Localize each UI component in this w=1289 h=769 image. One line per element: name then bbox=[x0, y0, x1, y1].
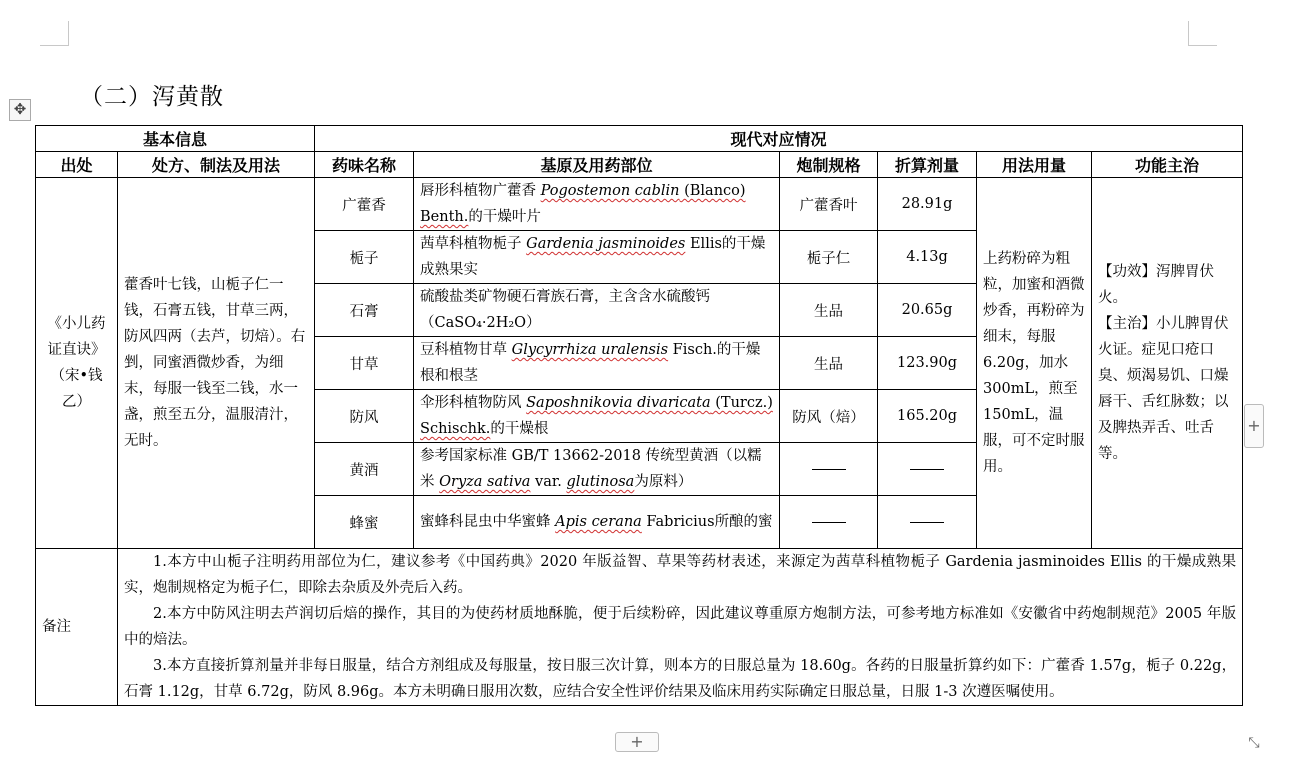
table-move-handle-icon[interactable]: ✥ bbox=[9, 99, 31, 121]
add-row-icon[interactable]: + bbox=[615, 732, 659, 752]
author-name: Ellis bbox=[685, 236, 722, 252]
latin-name: Saposhnikovia divaricata bbox=[526, 395, 711, 411]
usage-cell: 上药粉碎为粗粒，加蜜和酒微炒香，再粉碎为细末，每服 6.20g，加水 300mL，煎至 150mL，温服，可不定时服用。 bbox=[977, 178, 1092, 549]
herb-processing bbox=[780, 443, 878, 496]
latin-name: Apis cerana bbox=[555, 514, 642, 530]
herb-processing: 生品 bbox=[780, 284, 878, 337]
origin-text: 所酿的蜜 bbox=[714, 514, 773, 530]
herb-name: 黄酒 bbox=[315, 443, 414, 496]
latin-name: Pogostemon cablin bbox=[540, 183, 680, 199]
header-formula: 处方、制法及用法 bbox=[118, 152, 315, 178]
latin-name: glutinosa bbox=[566, 474, 635, 490]
header-row-1 bbox=[36, 126, 1243, 152]
header-dose: 折算剂量 bbox=[878, 152, 977, 178]
origin-text: 的干燥叶片 bbox=[468, 209, 541, 225]
herb-dose: 165.20g bbox=[878, 390, 977, 443]
origin-text: var. bbox=[530, 474, 567, 490]
function-cell bbox=[1092, 178, 1243, 549]
origin-text: 的干燥根 bbox=[490, 421, 549, 437]
header-row-2 bbox=[36, 152, 1243, 178]
effect-text: 泻脾胃伏火。 bbox=[1098, 264, 1215, 306]
add-column-icon[interactable]: + bbox=[1244, 404, 1264, 448]
herb-processing: 生品 bbox=[780, 337, 878, 390]
header-origin: 基原及用药部位 bbox=[414, 152, 780, 178]
header-function: 功能主治 bbox=[1092, 152, 1243, 178]
herb-dose bbox=[878, 496, 977, 549]
latin-name: Glycyrrhiza uralensis bbox=[511, 342, 669, 358]
herb-origin: 硫酸盐类矿物硬石膏族石膏，主含含水硫酸钙（CaSO₄·2H₂O） bbox=[414, 284, 780, 337]
author-name: Fabricius bbox=[641, 514, 715, 530]
herb-name: 栀子 bbox=[315, 231, 414, 284]
header-source: 出处 bbox=[36, 152, 118, 178]
herb-dose: 4.13g bbox=[878, 231, 977, 284]
latin-name: Oryza sativa bbox=[439, 474, 531, 490]
herb-dose bbox=[878, 443, 977, 496]
source-cell: 《小儿药证直诀》（宋•钱乙） bbox=[36, 178, 118, 549]
herb-name: 蜂蜜 bbox=[315, 496, 414, 549]
page-corner-top-right bbox=[1188, 21, 1217, 46]
herb-dose: 28.91g bbox=[878, 178, 977, 231]
section-heading: （二）泻黄散 bbox=[80, 84, 224, 110]
table-row bbox=[36, 178, 1243, 231]
header-basic-info: 基本信息 bbox=[36, 126, 315, 152]
herb-name: 甘草 bbox=[315, 337, 414, 390]
effect-label: 【功效】 bbox=[1098, 264, 1157, 280]
function-effect bbox=[1098, 259, 1236, 311]
table-resize-icon[interactable]: ⤡ bbox=[1248, 735, 1260, 751]
herb-processing bbox=[780, 496, 878, 549]
herb-dose: 123.90g bbox=[878, 337, 977, 390]
herb-name: 石膏 bbox=[315, 284, 414, 337]
empty-dash bbox=[910, 469, 944, 470]
herb-origin bbox=[414, 496, 780, 549]
herb-processing: 广藿香叶 bbox=[780, 178, 878, 231]
formula-table bbox=[35, 125, 1243, 706]
origin-text: 的干燥根和根茎 bbox=[420, 342, 761, 384]
herb-processing: 栀子仁 bbox=[780, 231, 878, 284]
indication-label: 【主治】 bbox=[1098, 316, 1157, 332]
origin-text: 唇形科植物广藿香 bbox=[420, 183, 541, 199]
origin-text: 豆科植物甘草 bbox=[420, 342, 512, 358]
notes-label: 备注 bbox=[36, 549, 118, 706]
note-paragraph: 2.本方中防风注明去芦润切后焙的操作，其目的为使药材质地酥脆，便于后续粉碎，因此建议尊重原方炮制方法，可参考地方标准如《安徽省中药炮制规范》2005 年版中的焙法。 bbox=[124, 606, 1237, 648]
latin-name: Gardenia jasminoides bbox=[526, 236, 686, 252]
indication-text: 小儿脾胃伏火证。症见口疮口臭、烦渴易饥、口燥唇干、舌红脉数；以及脾热弄舌、吐舌等。 bbox=[1098, 316, 1229, 462]
herb-processing: 防风（焙） bbox=[780, 390, 878, 443]
herb-origin bbox=[414, 390, 780, 443]
formula-cell: 藿香叶七钱，山栀子仁一钱，石膏五钱，甘草三两，防风四两（去芦，切焙）。右剉，同蜜酒微炒香，为细末，每服一钱至二钱，水一盏，煎至五分，温服清汁，无时。 bbox=[118, 178, 315, 549]
origin-text: 茜草科植物栀子 bbox=[420, 236, 527, 252]
author-name: (Blanco) Benth. bbox=[420, 183, 746, 225]
function-indication bbox=[1098, 311, 1236, 467]
empty-dash bbox=[812, 522, 846, 523]
note-paragraph: 1.本方中山栀子注明药用部位为仁，建议参考《中国药典》2020 年版益智、草果等药材表述，来源定为茜草科植物栀子 Gardenia jasminoides Ellis 的干燥成熟果实，炮制规格定为栀子仁，即除去杂质及外壳后入药。 bbox=[124, 554, 1237, 596]
origin-text: 伞形科植物防风 bbox=[420, 395, 527, 411]
herb-origin bbox=[414, 178, 780, 231]
origin-text: 的干燥成熟果实 bbox=[420, 236, 766, 278]
herb-origin bbox=[414, 443, 780, 496]
page-corner-top-left bbox=[40, 21, 69, 46]
origin-text: 为原料） bbox=[634, 474, 693, 490]
herb-origin bbox=[414, 231, 780, 284]
origin-text: 参考国家标准 GB/T 13662-2018 传统型黄酒（以糯米 bbox=[420, 448, 762, 490]
header-herb: 药味名称 bbox=[315, 152, 414, 178]
origin-text: 蜜蜂科昆虫中华蜜蜂 bbox=[420, 514, 556, 530]
empty-dash bbox=[910, 522, 944, 523]
header-processing: 炮制规格 bbox=[780, 152, 878, 178]
header-usage: 用法用量 bbox=[977, 152, 1092, 178]
author-name: Fisch. bbox=[668, 342, 717, 358]
notes-row bbox=[36, 549, 1243, 706]
herb-name: 防风 bbox=[315, 390, 414, 443]
herb-dose: 20.65g bbox=[878, 284, 977, 337]
herb-origin bbox=[414, 337, 780, 390]
note-paragraph: 3.本方直接折算剂量并非每日服量，结合方剂组成及每服量，按日服三次计算，则本方的日服总量为 18.60g。各药的日服量折算约如下：广藿香 1.57g，栀子 0.22g，石膏 1.12g，甘草 6.72g，防风 8.96g。本方未明确日服用次数，应结合安全性评价结果及临床用药实际确定日服总量，日服 1-3 次遵医嘱使用。 bbox=[124, 658, 1237, 700]
header-modern: 现代对应情况 bbox=[315, 126, 1243, 152]
empty-dash bbox=[812, 469, 846, 470]
notes-cell bbox=[118, 549, 1243, 706]
herb-name: 广藿香 bbox=[315, 178, 414, 231]
author-name: (Turcz.) Schischk. bbox=[420, 395, 773, 437]
